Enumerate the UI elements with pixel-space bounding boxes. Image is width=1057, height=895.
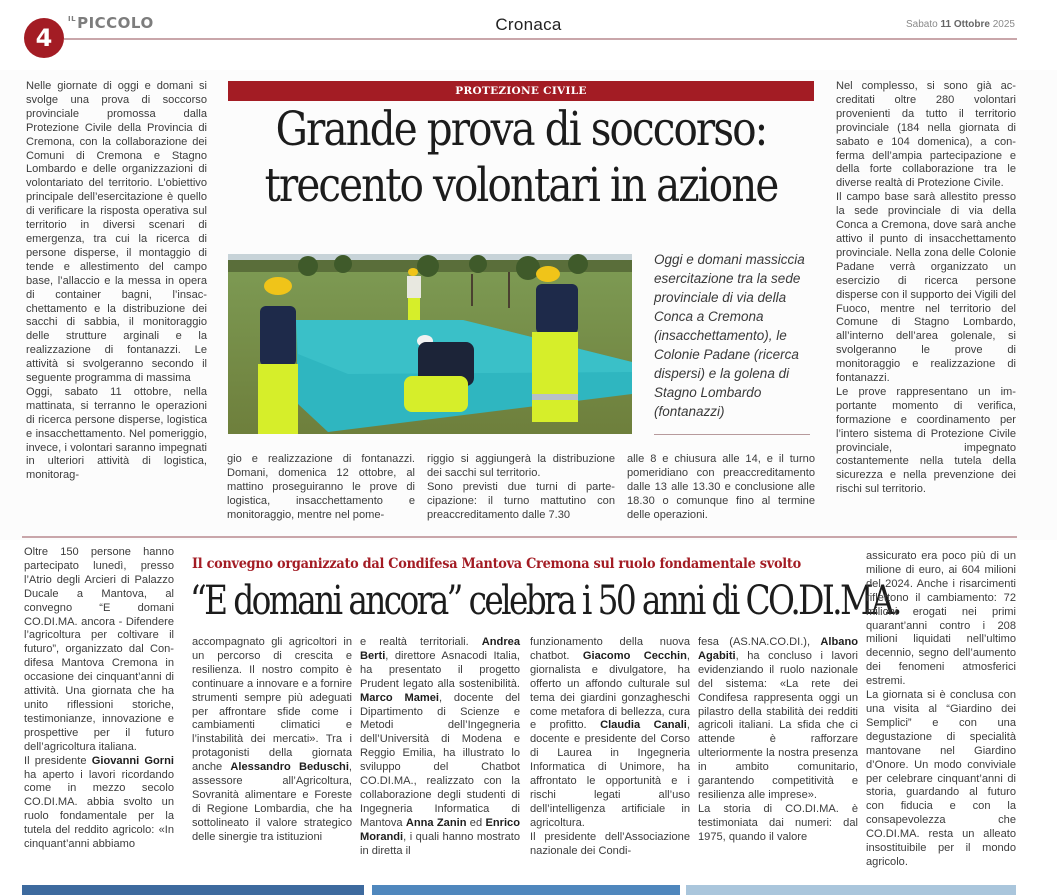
text: fesa (AS.NA.CO.DI.), — [698, 636, 821, 648]
article1-headline — [264, 102, 778, 214]
article1-right-column — [836, 80, 1016, 497]
bottom-image — [22, 885, 364, 895]
article2-column — [698, 636, 858, 845]
caption-divider — [654, 434, 810, 435]
paragraph: Le prove rappresentano un importante momento di verifica, formazione e coordinamento per l’intero sistema di Protezione Civile provinciale, impegnato costantemente nella tutela della sicurezza e nella prevenzione dei rischi sul territorio. — [836, 385, 1016, 496]
person-name: Albano Agabiti — [698, 636, 858, 662]
person-name: Anna Zanin — [405, 816, 467, 829]
article1-kicker: PROTEZIONE CIVILE — [228, 81, 814, 101]
text: , docente e presidente del Corso di Laurea in Ingegneria Informatica di Unimore, ha affrontato le opportunità e i rischi legati all’uso dell’intelligenza artificiale in agricoltura. — [530, 719, 690, 829]
volunteers-photo-illustration — [228, 254, 632, 434]
date-main: 11 Ottobre — [940, 19, 990, 30]
issue-date — [906, 19, 1015, 30]
paragraph: Nel complesso, si sono già accreditati oltre 280 volontari provenienti da tutto il territorio provinciale (184 nella giornata di sabato e 104 domenica), a conferma dell’ampia partecipazione e della forte collaborazione tra le diverse realtà di Protezione Civile. — [836, 80, 1016, 190]
text: , i quali hanno mostrato in diretta il — [360, 830, 520, 857]
person-name: Giacomo Cecchin — [582, 649, 687, 662]
paragraph — [192, 636, 352, 845]
text: , giornalista e divulgatore, ha offerto un affondo culturale sul tema dei giardini gonzagheschi come metafora di bellezza, cura e profitto. — [530, 649, 690, 732]
article1-caption: Oggi e domani massiccia esercitazione tra la sede provinciale di via della Conca a Cremona (insacchettamento), le Colonie Padane (ricerca dispersi) e la golena di Stagno Lombardo (fontanazzi) — [654, 252, 805, 419]
article2-column — [530, 636, 690, 859]
paragraph: assicurato era poco più di un milione di euro, ai 604 milioni del 2024. Anche i risarcimenti riflettono il cambiamento: 72 milioni erogati nei primi quarant’anni contro i 208 milioni liquidati nell’ultimo decennio, segno dell’aumento dei fenomeni atmosferici estremi. — [866, 550, 1016, 688]
headline-line: Grande prova di soccorso: — [275, 102, 767, 157]
article2-right-column — [866, 550, 1016, 870]
person-name: Giovanni Gorni — [91, 754, 174, 767]
logo-text: PICCOLO — [77, 14, 154, 32]
article1-photo — [228, 254, 632, 434]
page-number-badge: 4 — [24, 18, 64, 58]
paragraph: La storia di CO.DI.MA. è testimoniata dai numeri: dal 1975, quando il valore — [698, 802, 858, 843]
section-title: Cronaca — [495, 15, 562, 34]
article2-headline: “E domani ancora” celebra i 50 anni di CO.DI.MA. — [190, 578, 900, 624]
paragraph — [24, 755, 174, 852]
text: Il presidente — [24, 754, 92, 767]
article1-left-column — [26, 80, 207, 483]
person-name: Marco Mamei — [360, 691, 440, 704]
date-day: Sabato — [906, 19, 938, 30]
lower-column — [627, 453, 815, 523]
article2-column — [192, 636, 352, 845]
text: ha aperto i lavori ricordando come in mezzo secolo CO.DI.MA. abbia svolto un ruolo fondamentale per la tutela del reddito agricolo: «In cinquant’anni abbiamo — [24, 768, 174, 851]
text: e realtà territoriali. — [360, 636, 482, 648]
paragraph: Nelle giornate di oggi e domani si svolge una prova di soccorso provinciale promossa dalla Protezione Civile della Provincia di Cremona, con la collaborazione dei Comuni di Cremona e Stagno Lombardo e delle organizzazioni di volontariato del territorio. L’obiettivo principale dell’esercitazione è quello di verificare la risposta operativa sul territorio in diversi scenari di emergenza, tra cui la ricerca di persone disperse, il montaggio di tende e allestimento del campo base, l’allaccio e la messa in opera di container bagni, l’insacchettamento e la distribuzione dei sacchi di sabbia, il monitoraggio delle strutture arginali e la realizzazione di fontanazzi. Le attività si svolgeranno secondo il seguente programma di massima — [26, 80, 207, 385]
paragraph: Il campo base sarà allestito presso la sede provinciale di via della Conca a Cremona, dove sarà anche attivo il punto di insacchettamento provinciale. Nella zona delle Colonie Padane verrà organizzato un esercizio di ricerca persone disperse con il supporto dei Vigili del Fuoco, mentre nel territorio del Comune di Stagno Lombardo, all’interno dell’area golenale, si svolgeranno le prove di monitoraggio e realizzazione di fontanazzi. — [836, 191, 1016, 385]
text: ed — [466, 816, 486, 829]
person-name: Enrico Morandi — [360, 816, 520, 843]
paragraph: Oggi, sabato 11 ottobre, nella mattinata, si terranno le operazioni di ricerca persone disperse, logistica e insacchettamento. Nel pomeriggio, invece, i volontari saranno impegnati in ulteriori attività di logistica, monitorag- — [26, 385, 207, 482]
paragraph: alle 8 e chiusura alle 14, e il turno pomeridiano con preaccreditamento dalle 13 alle 13.30 e conclusione alle 18.30 o comunque fino al termine delle operazioni. — [627, 453, 815, 521]
paragraph: riggio si aggiungerà la distribuzione dei sacchi sul territorio. — [427, 453, 615, 479]
text: , direttore Asnacodi Italia, ha presentato il progetto Prudent legato alla sostenibilità. — [360, 649, 520, 690]
text: accompagnato gli agricoltori in un percorso di crescita e resilienza. Il nostro compito è continuare a innovare e a fornire strumenti sempre più adeguati per affrontare sfide come i cambiamenti climatici e l’instabilità dei mercati». Tra i protagonisti della giornata anche — [192, 636, 352, 774]
lower-column — [227, 453, 415, 523]
header-divider — [64, 38, 1017, 40]
text: , assessore all’Agricoltura, Sovranità alimentare e Foreste di Regione Lombardia, che ha sottolineato il valore strategico delle sinergie tra istituzioni — [192, 761, 352, 843]
paragraph: Sono previsti due turni di partecipazione: il turno mattutino con preaccreditamento dalle 7.30 — [427, 480, 615, 521]
paragraph: gio e realizzazione di fontanazzi. Domani, domenica 12 ottobre, al mattino proseguiranno le prove di logistica, insacchettamento e monitoraggio, mentre nel pome- — [227, 453, 415, 521]
article2-column — [360, 636, 520, 859]
person-name: Claudia Canali — [600, 719, 687, 732]
text: , docente del Dipartimento di Scienze e Metodi dell’Ingegneria dell’Università di Modena e Reggio Emilia, ha illustrato lo sviluppo del Chatbot CO.DI.MA., realizzato con la collaborazione degli studenti di Ingegneria Informatica di Mantova — [360, 691, 520, 829]
text: funzionamento della nuova chatbot. — [530, 636, 690, 662]
text: , ha concluso i lavori evidenziando il ruolo nazionale del sistema: «La rete dei Condifesa rappresenta oggi un pilastro della stabilità dei redditi agricoli italiani. La sfida che ci attende è rafforzare ulteriormente la nostra presenza in ambito comunitario, garantendo competitività e resilienza alle imprese». — [698, 649, 858, 801]
paragraph — [698, 636, 858, 803]
logo-prefix: IL — [68, 15, 77, 23]
lower-column — [427, 453, 615, 523]
page-header — [0, 0, 1057, 60]
person-name: Alessandro Beduschi — [230, 761, 349, 774]
article2-left-column — [24, 546, 174, 852]
person-name: Andrea Berti — [360, 636, 520, 662]
bottom-image — [372, 885, 680, 895]
headline-line: trecento volontari in azione — [264, 158, 778, 213]
article2-kicker: Il convegno organizzato dal Condifesa Mantova Cremona sul ruolo fondamentale svolto — [192, 556, 801, 572]
paragraph: Oltre 150 persone hanno partecipato lunedì, presso l’Atrio degli Arcieri di Palazzo Ducale a Mantova, al convegno “E domani CO.DI.MA. ancora - Difendere l’agricoltura per coltivare il futuro”, organizzato dal Condifesa Mantova Cremona in occasione dei cinquant’anni di attività. Una giornata che ha unito riflessioni storiche, testimonianze, innovazione e prospettive per il futuro dell’agricoltura italiana. — [24, 546, 174, 753]
article-divider — [22, 536, 1017, 538]
paragraph — [530, 636, 690, 831]
bottom-image — [686, 885, 1016, 895]
paragraph: La giornata si è conclusa con una visita al “Giardino dei Semplici” e con una degustazione di specialità mantovane nel Giardino d’Onore. Un modo conviviale per celebrare cinquant’anni di storia, guardando al futuro con fiducia e con la consapevolezza che CO.DI.MA. resta un alleato insostituibile per il mondo agricolo. — [866, 689, 1016, 868]
paragraph: Il presidente dell’Associazione nazionale dei Condi- — [530, 830, 690, 857]
paragraph — [360, 636, 520, 859]
date-year: 2025 — [992, 19, 1015, 30]
article-protezione-civile — [0, 70, 1057, 540]
